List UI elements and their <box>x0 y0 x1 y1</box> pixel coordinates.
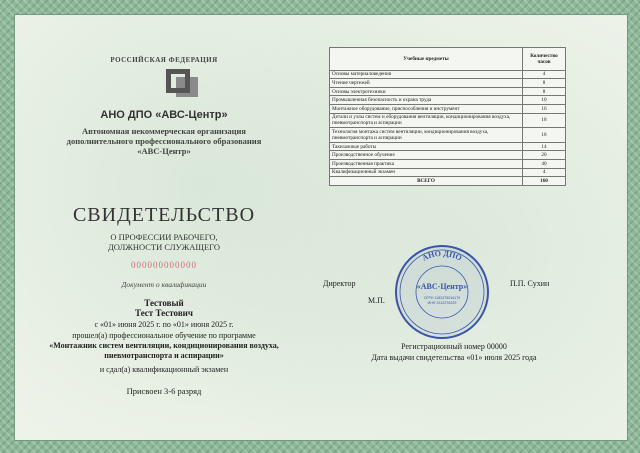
issue-date: Дата выдачи свидетельства «01» июля 2025 года <box>371 353 537 362</box>
hours-cell: 8 <box>523 79 566 88</box>
stamp-icon <box>392 242 492 342</box>
subject-cell: Основы материаловедения <box>330 70 523 79</box>
hours-cell: 20 <box>523 151 566 160</box>
stamp-center-text: «АВС-Центр» <box>416 282 468 291</box>
total-hours: 160 <box>523 177 566 186</box>
subject-cell: Производственная практика <box>330 159 523 168</box>
holder-name: Тест Тестович <box>135 308 193 318</box>
doc-note: Документ о квалификации <box>121 280 207 289</box>
table-row <box>330 151 566 160</box>
table-row <box>330 128 566 143</box>
hours-cell: 18 <box>523 128 566 143</box>
country-label: РОССИЙСКАЯ ФЕДЕРАЦИЯ <box>110 56 218 64</box>
subtitle-line-1: О ПРОФЕССИИ РАБОЧЕГО, <box>110 232 218 242</box>
table-row <box>330 87 566 96</box>
table-row <box>330 104 566 113</box>
table-total-row <box>330 177 566 186</box>
table-row <box>330 79 566 88</box>
subject-cell: Квалификационный экзамен <box>330 168 523 177</box>
doc-subtitle <box>14 232 314 252</box>
holder-surname: Тестовый <box>144 298 184 308</box>
org-logo-icon <box>166 69 198 99</box>
subject-cell: Такелажные работы <box>330 142 523 151</box>
org-full-line-2: дополнительного профессионального образования <box>66 136 262 146</box>
mp-label: М.П. <box>368 296 385 305</box>
program-line-2: пневмотранспорта и аспирации» <box>104 351 224 360</box>
table-row <box>330 96 566 105</box>
col-hours-header: Количество часов <box>523 48 566 71</box>
hours-cell: 8 <box>523 87 566 96</box>
training-dates: с «01» июня 2025 г. по «01» июня 2025 г. <box>94 320 234 329</box>
subjects-table-wrap <box>329 47 566 186</box>
subjects-table <box>329 47 566 186</box>
hours-cell: 10 <box>523 96 566 105</box>
passed-text: прошел(а) профессиональное обучение по программе <box>72 331 256 340</box>
hours-cell: 4 <box>523 70 566 79</box>
registration-number: Регистрационный номер 00000 <box>401 342 507 351</box>
table-header-row <box>330 48 566 71</box>
hours-cell: 14 <box>523 142 566 151</box>
subject-cell: Промышленная безопасность и охрана труда <box>330 96 523 105</box>
grade-text: Присвоен 3-6 разряд <box>126 386 202 396</box>
table-body <box>330 70 566 185</box>
subtitle-line-2: ДОЛЖНОСТИ СЛУЖАЩЕГО <box>107 242 220 252</box>
org-full-name <box>14 126 314 156</box>
total-label: ВСЕГО <box>330 177 523 186</box>
serial-number: 000000000000 <box>131 260 197 270</box>
table-row <box>330 113 566 128</box>
hours-cell: 16 <box>523 104 566 113</box>
subject-cell: Монтажное оборудование, приспособления и инструмент <box>330 104 523 113</box>
stamp-ogrn: ОГРН 1182375016179 <box>423 296 461 300</box>
hours-cell: 4 <box>523 168 566 177</box>
org-short-name: АНО ДПО «АВС-Центр» <box>100 109 228 121</box>
hours-cell: 18 <box>523 113 566 128</box>
subject-cell: Детали и узлы систем и оборудования вентиляции, кондиционирования воздуха, пневмотранспорта и аспирации <box>330 113 523 128</box>
stamp-top-text: АНО ДПО <box>420 248 464 263</box>
col-subjects-header: Учебные предметы <box>330 48 523 71</box>
program-name <box>14 341 314 361</box>
table-row <box>330 70 566 79</box>
director-label: Директор <box>323 279 356 288</box>
table-row <box>330 142 566 151</box>
subject-cell: Основы электротехники <box>330 87 523 96</box>
doc-title: СВИДЕТЕЛЬСТВО <box>72 204 256 226</box>
subject-cell: Технология монтажа систем вентиляции, кондиционирования воздуха, пневмотранспорта и аспирации <box>330 128 523 143</box>
org-stamp <box>392 242 492 342</box>
subject-cell: Чтение чертежей <box>330 79 523 88</box>
hours-cell: 40 <box>523 159 566 168</box>
stamp-inn: ИНН 2312276229 <box>427 301 457 305</box>
subject-cell: Производственное обучение <box>330 151 523 160</box>
left-panel <box>14 14 314 439</box>
org-full-line-1: Автономная некоммерческая организация <box>81 126 246 136</box>
org-full-line-3: «АВС-Центр» <box>137 146 191 156</box>
exam-text: и сдал(а) квалификационный экзамен <box>99 365 229 374</box>
table-row <box>330 168 566 177</box>
program-line-1: «Монтажник систем вентиляции, кондиционирования воздуха, <box>49 341 279 350</box>
table-row <box>330 159 566 168</box>
director-name: П.П. Сухин <box>510 279 550 288</box>
